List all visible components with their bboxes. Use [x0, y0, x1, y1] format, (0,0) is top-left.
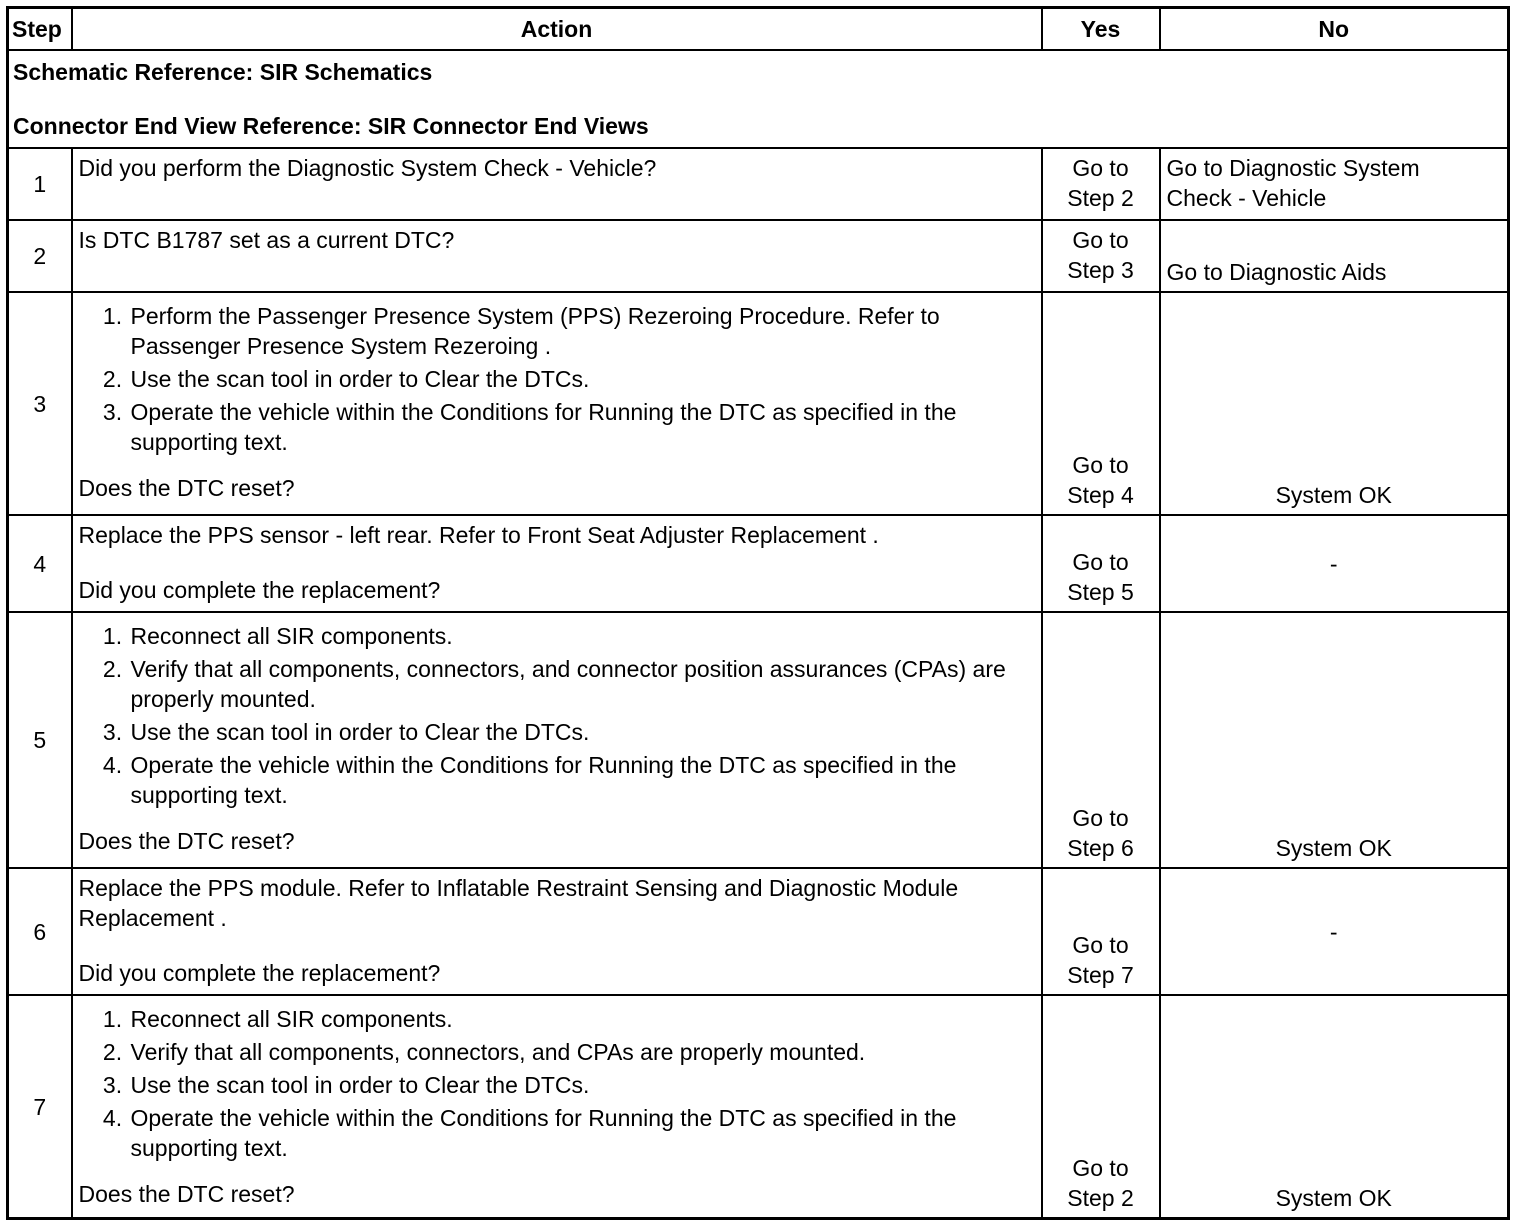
no-text-line: Go to Diagnostic System	[1166, 155, 1420, 181]
step-action: Did you perform the Diagnostic System Check - Vehicle?	[72, 148, 1042, 220]
list-item: 2. Use the scan tool in order to Clear the DTCs.	[129, 364, 1035, 394]
yes-step-target: Step 2	[1067, 1185, 1134, 1211]
action-list	[79, 1004, 1035, 1163]
step-action: Is DTC B1787 set as a current DTC?	[72, 220, 1042, 292]
list-item: 4. Operate the vehicle within the Conditions for Running the DTC as specified in the supporting text.	[129, 1103, 1035, 1163]
no-text-line: -	[1329, 550, 1338, 577]
yes-goto-label: Go to	[1072, 452, 1129, 478]
yes-goto-label: Go to	[1072, 805, 1129, 831]
yes-cell	[1042, 292, 1160, 515]
step-row	[8, 995, 1509, 1219]
list-item: 4. Operate the vehicle within the Conditions for Running the DTC as specified in the supporting text.	[129, 750, 1035, 810]
step-number: 7	[8, 995, 72, 1219]
reference-cell	[8, 50, 1509, 148]
list-item: 1. Perform the Passenger Presence System (PPS) Rezeroing Procedure. Refer to Passenger Presence System Rezeroing .	[129, 301, 1035, 361]
action-list	[79, 301, 1035, 457]
list-item: 3. Use the scan tool in order to Clear the DTCs.	[129, 717, 1035, 747]
yes-step-target: Step 2	[1067, 185, 1134, 211]
list-item: 2. Verify that all components, connectors, and connector position assurances (CPAs) are properly mounted.	[129, 654, 1035, 714]
yes-step-target: Step 5	[1067, 579, 1134, 605]
connector-end-view-reference: Connector End View Reference: SIR Connector End Views	[13, 113, 649, 139]
no-cell	[1160, 995, 1509, 1219]
step-action	[72, 995, 1042, 1219]
header-row	[8, 8, 1509, 51]
header-yes: Yes	[1042, 8, 1160, 51]
step-number: 4	[8, 515, 72, 612]
step-row	[8, 612, 1509, 868]
step-instruction: Replace the PPS sensor - left rear. Refer to Front Seat Adjuster Replacement .	[78, 522, 879, 548]
step-question: Does the DTC reset?	[78, 475, 295, 501]
list-item: 1. Reconnect all SIR components.	[129, 1004, 1035, 1034]
yes-cell	[1042, 148, 1160, 220]
no-text-line: Check - Vehicle	[1166, 185, 1327, 211]
no-cell	[1160, 612, 1509, 868]
header-action: Action	[72, 8, 1042, 51]
step-row	[8, 292, 1509, 515]
step-row	[8, 868, 1509, 995]
step-instruction: Replace the PPS module. Refer to Inflatable Restraint Sensing and Diagnostic Module Replacement .	[78, 875, 959, 931]
reference-row	[8, 50, 1509, 148]
no-cell	[1160, 868, 1509, 995]
no-cell	[1160, 292, 1509, 515]
yes-goto-label: Go to	[1072, 227, 1129, 253]
no-text-line: System OK	[1275, 482, 1392, 508]
yes-step-target: Step 6	[1067, 835, 1134, 861]
yes-cell	[1042, 515, 1160, 612]
yes-step-target: Step 4	[1067, 482, 1134, 508]
yes-goto-label: Go to	[1072, 1155, 1129, 1181]
step-row	[8, 515, 1509, 612]
yes-goto-label: Go to	[1072, 155, 1129, 181]
step-action	[72, 868, 1042, 995]
step-action	[72, 612, 1042, 868]
step-action	[72, 515, 1042, 612]
step-row	[8, 148, 1509, 220]
no-cell	[1160, 220, 1509, 292]
no-text-line: System OK	[1275, 1185, 1392, 1211]
step-row	[8, 220, 1509, 292]
no-text-line: Go to Diagnostic Aids	[1166, 259, 1387, 285]
no-cell	[1160, 515, 1509, 612]
step-number: 3	[8, 292, 72, 515]
yes-step-target: Step 7	[1067, 962, 1134, 988]
list-item: 3. Operate the vehicle within the Conditions for Running the DTC as specified in the supporting text.	[129, 397, 1035, 457]
action-list	[79, 621, 1035, 810]
header-step: Step	[8, 8, 72, 51]
yes-cell	[1042, 995, 1160, 1219]
step-question: Does the DTC reset?	[78, 1181, 295, 1207]
diagnostic-table	[6, 6, 1510, 1220]
yes-cell	[1042, 868, 1160, 995]
header-no: No	[1160, 8, 1509, 51]
yes-cell	[1042, 220, 1160, 292]
yes-goto-label: Go to	[1072, 549, 1129, 575]
step-question: Does the DTC reset?	[78, 828, 295, 854]
step-number: 6	[8, 868, 72, 995]
schematic-reference: Schematic Reference: SIR Schematics	[13, 59, 433, 85]
yes-goto-label: Go to	[1072, 932, 1129, 958]
step-question: Did you complete the replacement?	[78, 577, 441, 603]
step-number: 2	[8, 220, 72, 292]
step-number: 5	[8, 612, 72, 868]
no-cell	[1160, 148, 1509, 220]
list-item: 3. Use the scan tool in order to Clear the DTCs.	[129, 1070, 1035, 1100]
list-item: 2. Verify that all components, connectors, and CPAs are properly mounted.	[129, 1037, 1035, 1067]
no-text-line: System OK	[1275, 835, 1392, 861]
step-action	[72, 292, 1042, 515]
no-text-line: -	[1329, 918, 1338, 945]
step-number: 1	[8, 148, 72, 220]
list-item: 1. Reconnect all SIR components.	[129, 621, 1035, 651]
step-question: Did you complete the replacement?	[78, 960, 441, 986]
yes-cell	[1042, 612, 1160, 868]
yes-step-target: Step 3	[1067, 257, 1134, 283]
